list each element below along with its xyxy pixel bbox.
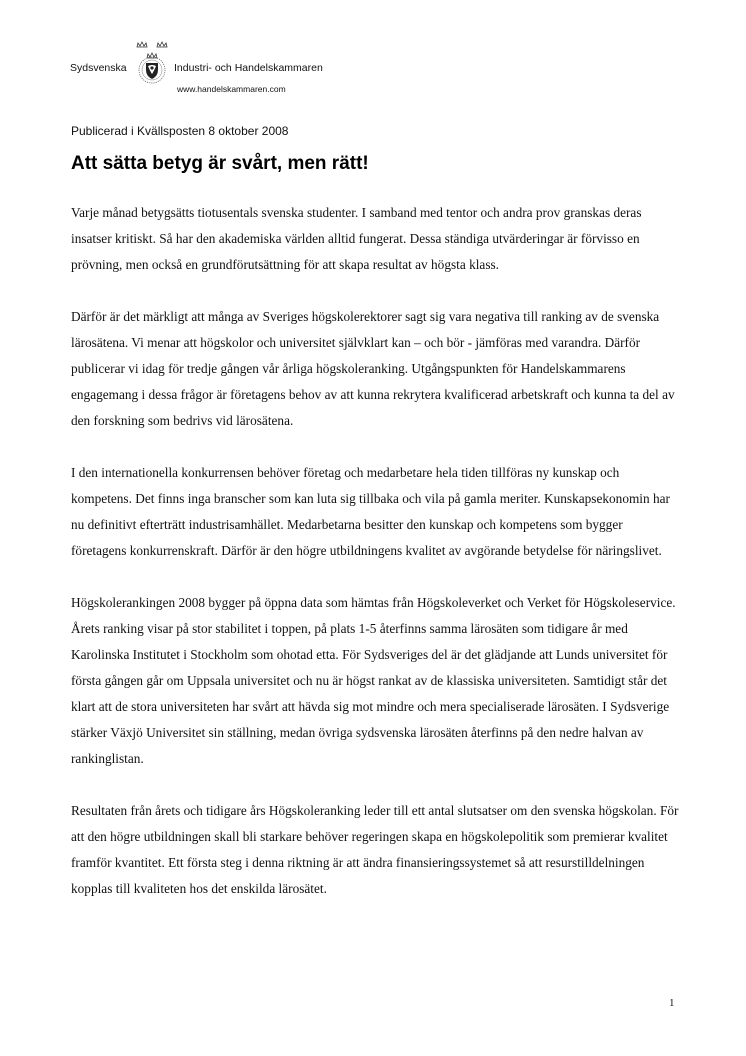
letterhead-left-text: Sydsvenska [70, 62, 127, 74]
paragraph: I den internationella konkurrensen behöver företag och medarbetare hela tiden tillföras ny kunskap och kompetens. Det finns inga branscher som kan luta sig tillbaka och vila på gamla meriter. Kunskapsekonomin har nu definitivt efterträtt industrisamhället. Medarbetarna besitter den kunskap och kompetens som bygger företagens konkurrenskraft. Därför är den högre utbildningens kvalitet av avgörande betydelse för näringslivet. [71, 465, 670, 558]
article-body [71, 200, 681, 928]
letterhead-right-text: Industri- och Handelskammaren [174, 62, 323, 74]
paragraph: Därför är det märkligt att många av Sveriges högskolerektorer sagt sig vara negativa till ranking av de svenska lärosätena. Vi menar att högskolor och universitet självklart kan – och bör - jämföras med varandra. Därför publicerar vi idag för tredje gången vår årliga högskoleranking. Utgångspunkten för Handelskammarens engagemang i dessa frågor är företagens behov av att kunna rekrytera kvalificerad arbetskraft och kunna ta del av den forskning som bedrivs vid lärosätena. [71, 309, 675, 428]
paragraph: Högskolerankingen 2008 bygger på öppna data som hämtas från Högskoleverket och Verket för Högskoleservice. Årets ranking visar på stor stabilitet i toppen, på plats 1-5 återfinns samma lärosäten som tidigare år med Karolinska Institutet i Stockholm som ohotad etta. För Sydsveriges del är det glädjande att Lunds universitet för första gången går om Uppsala universitet och nu är högst rankat av de klassiska universiteten. Samtidigt står det klart att de stora universiteten har svårt att hävda sig mot mindre och mera specialiserade lärosäten. I Sydsverige stärker Växjö Universitet sin ställning, medan övriga sydsvenska lärosäten återfinns på den nedre halvan av rankinglistan. [71, 595, 676, 766]
paragraph: Resultaten från årets och tidigare års Högskoleranking leder till ett antal slutsatser om den svenska högskolan. För att den högre utbildningen skall bli starkare behöver regeringen skapa en högskolepolitik som premierar kvalitet framför kvantitet. Ett första steg i denna riktning är att ändra finansieringssystemet så att resurstilldelningen kopplas till kvaliteten hos det enskilda lärosätet. [71, 803, 679, 896]
letterhead-url: www.handelskammaren.com [177, 84, 286, 94]
letterhead [70, 38, 390, 98]
page-number: 1 [669, 997, 675, 1009]
publication-note: Publicerad i Kvällsposten 8 oktober 2008 [71, 124, 289, 138]
crest-icon [133, 38, 171, 86]
article-title: Att sätta betyg är svårt, men rätt! [71, 153, 369, 174]
paragraph: Varje månad betygsätts tiotusentals svenska studenter. I samband med tentor och andra prov granskas deras insatser kritiskt. Så har den akademiska världen alltid fungerat. Dessa ständiga utvärderingar är förvisso en prövning, men också en grundförutsättning för att skapa resultat av högsta klass. [71, 205, 642, 272]
